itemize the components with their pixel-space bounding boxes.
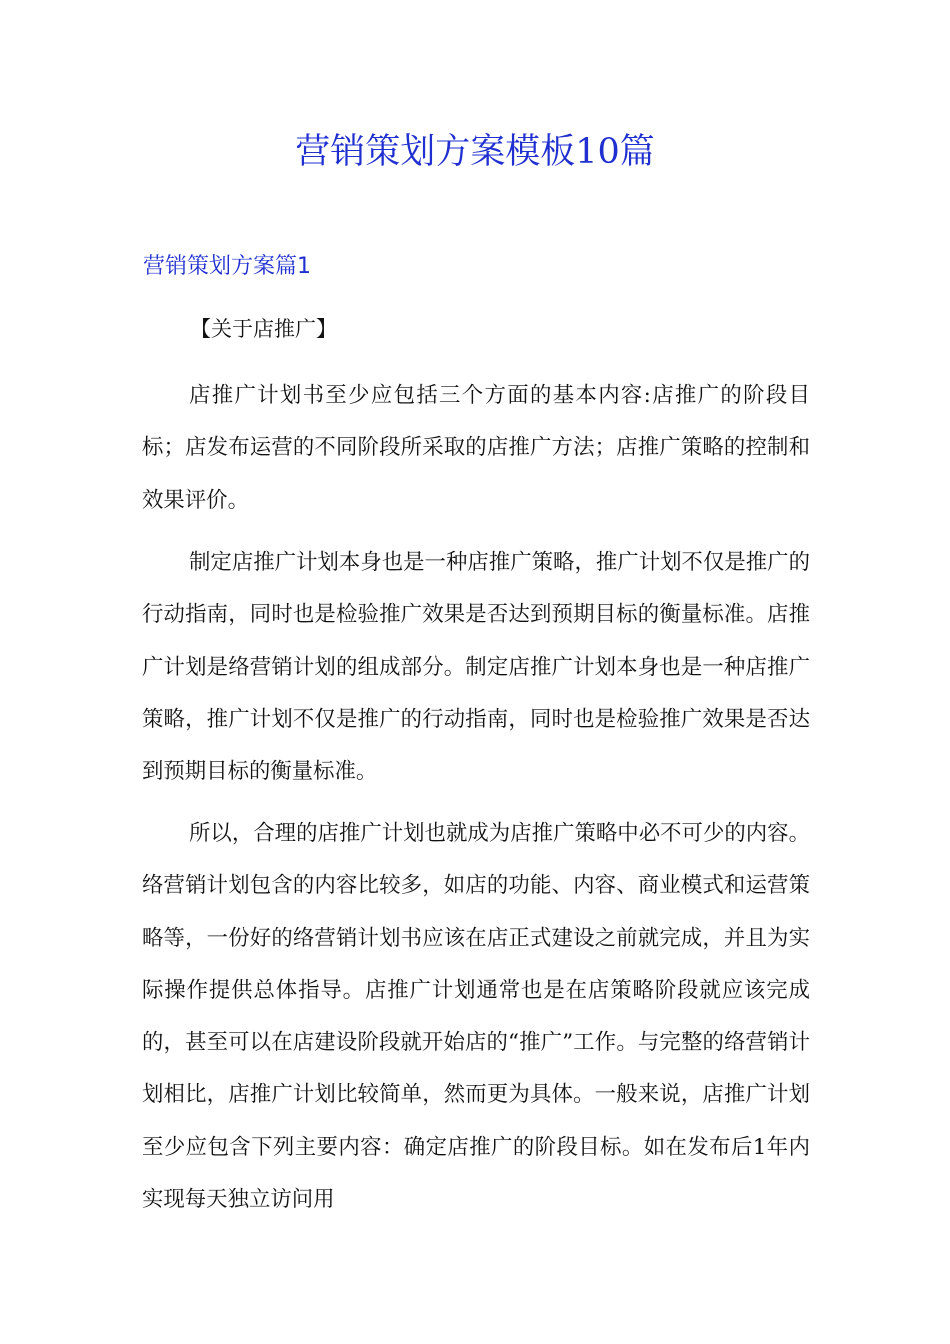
section-heading: 营销策划方案篇1 (143, 254, 311, 279)
document-title: 营销策划方案模板10篇 (295, 132, 655, 172)
paragraph-2: 制定店推广计划本身也是一种店推广策略，推广计划不仅是推广的行动指南，同时也是检验推广效果是否达到预期目标的衡量标准。店推广计划是络营销计划的组成部分。制定店推广计划本身也是一种店推广策略，推广计划不仅是推广的行动指南，同时也是检验推广效果是否达到预期目标的衡量标准。 (142, 550, 810, 785)
sub-heading: 【关于店推广】 (190, 317, 337, 341)
paragraph-1: 店推广计划书至少应包括三个方面的基本内容:店推广的阶段目标；店发布运营的不同阶段所采取的店推广方法；店推广策略的控制和效果评价。 (142, 383, 810, 513)
paragraph-3: 所以，合理的店推广计划也就成为店推广策略中必不可少的内容。络营销计划包含的内容比较多，如店的功能、内容、商业模式和运营策略等，一份好的络营销计划书应该在店正式建设之前就完成，并且为实际操作提供总体指导。店推广计划通常也是在店策略阶段就应该完成的，甚至可以在店建设阶段就开始店的“推广”工作。与完整的络营销计划相比，店推广计划比较简单，然而更为具体。一般来说，店推广计划至少应包含下列主要内容：确定店推广的阶段目标。如在发布后1年内实现每天独立访问用 (142, 821, 810, 1213)
